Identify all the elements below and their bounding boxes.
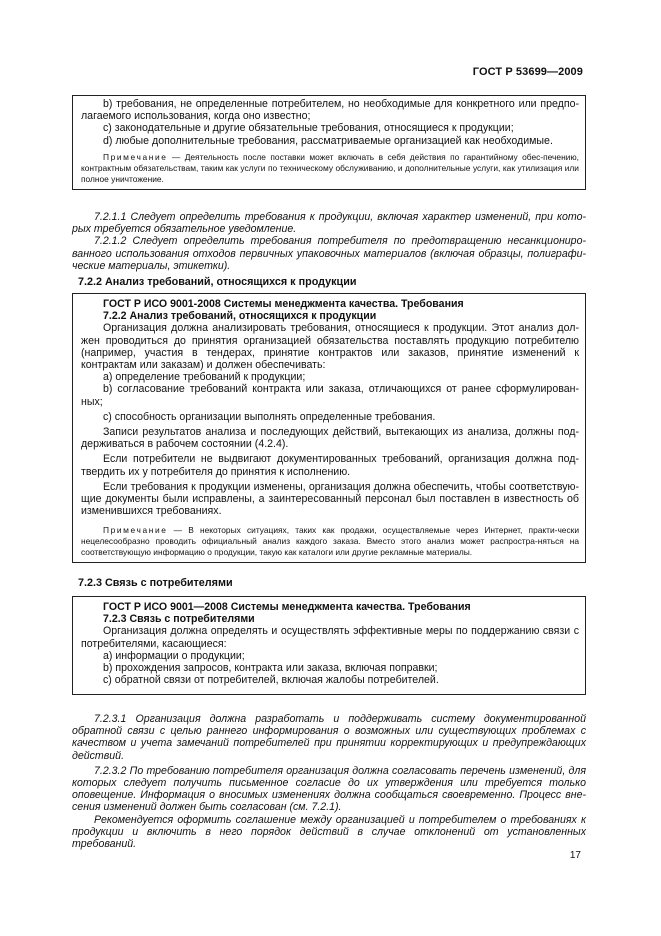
changes-paragraph: Если требования к продукции изменены, организация должна обеспечить, чтобы соответствую-щие документы были исправлены, а заинтересованный персонал был поставлен в известность об изменившихся требованиях.: [81, 480, 579, 518]
intro-paragraph: Организация должна анализировать требования, относящиеся к продукции. Этот анализ дол-жен проводиться до принятия организацией обязательства поставлять продукцию потребителю (например, участия в тендерах, принятие контрактов или заказов, принятие изменений к контрактам или заказам) и должен обеспечивать:: [81, 322, 579, 372]
standard-title: ГОСТ Р ИСО 9001—2008 Системы менеджмента качества. Требования: [103, 601, 471, 613]
intro-paragraph: Организация должна определять и осуществлять эффективные меры по поддержанию связи с потребителями, касающиеся:: [81, 625, 579, 650]
clause-7231-7232: [72, 713, 586, 850]
list-item: a) информации о продукции;: [103, 649, 245, 662]
recommendation: Рекомендуется оформить соглашение между организацией и потребителем о требованиях к продукции и включить в него порядок действий в случае отклонений от установленных требований.: [72, 813, 586, 851]
list-item: d) любые дополнительные требования, рассматриваемые организацией как необходимые.: [103, 134, 553, 147]
records-paragraph: Записи результатов анализа и последующих действий, вытекающих из анализа, должны под-держиваться в рабочем состоянии (4.2.4).: [81, 426, 579, 451]
note: [81, 525, 579, 558]
list-item: b) требования, не определенные потребителем, но необходимые для конкретного или предпо-лагаемого использования, когда оно известно;: [81, 98, 579, 123]
note-label: Примечание: [103, 151, 168, 162]
section-title-723: 7.2.3 Связь с потребителями: [78, 577, 233, 589]
section-title-722: 7.2.2 Анализ требований, относящихся к продукции: [78, 276, 357, 288]
clause-7231: 7.2.3.1 Организация должна разработать и поддерживать систему документированной обратной связи с целью раннего информирования о возможных или существующих проблемах с качеством и учета замечаний потребителей при принятии корректирующих и предупреждающих действий.: [72, 713, 586, 762]
list-item: c) законодательные и другие обязательные требования, относящиеся к продукции;: [103, 122, 514, 135]
note-text: — В некоторых ситуациях, таких как продажи, осуществляемые через Интернет, практи-чески нецелесообразно проводить официальный анализ каждого заказа. Вместо этого анализ может распростра-няться на соответствующую информацию о продукции, такую как каталоги или другие рекламные материалы.: [81, 525, 579, 558]
standard-title: ГОСТ Р ИСО 9001-2008 Системы менеджмента качества. Требования: [103, 298, 464, 310]
quote-box-requirements: [72, 95, 586, 190]
clause-title: 7.2.2 Анализ требований, относящихся к продукции: [103, 310, 377, 323]
clause-7211-7212: [72, 211, 586, 272]
list-item: c) способность организации выполнять определенные требования.: [103, 410, 436, 423]
list-item: a) определение требований к продукции;: [103, 371, 306, 384]
note-text: — Деятельность после поставки может включать в себя действия по гарантийному обес-печению, контрактным обязательствам, таким как услуги по техническому обслуживанию, и дополнительные услуги, как утилизация или полное уничтожение.: [81, 151, 579, 184]
note-label: Примечание: [103, 525, 168, 536]
clause-7232: 7.2.3.2 По требованию потребителя организация должна согласовать перечень изменений, для которых следует получить письменное согласие до их утверждения или требуется только оповещение. Информация о вносимых изменениях должна сообщаться своевременно. Процесс вне-сения изменений должен быть согласован (см. 7.2.1).: [72, 764, 586, 814]
clause-7212: 7.2.1.2 Следует определить требования потребителя по предотвращению несанкционирo-ванного использования отходов первичных упаковочных материалов (включая образцы, полиграфи-ческие материалы, этикетки).: [72, 235, 586, 272]
page-number: 17: [569, 850, 581, 861]
list-item: b) согласование требований контракта или заказа, отличающихся от ранее сформулирован-ных;: [81, 383, 579, 408]
list-item: c) обратной связи от потребителей, включая жалобы потребителей.: [103, 674, 439, 687]
quote-box-722: [72, 293, 586, 563]
list-item: b) прохождения запросов, контракта или заказа, включая поправки;: [103, 662, 438, 675]
clause-title: 7.2.3 Связь с потребителями: [103, 613, 255, 626]
clause-7211: 7.2.1.1 Следует определить требования к продукции, включая характер изменений, при кото-рых требуется обязательное уведомление.: [72, 211, 586, 236]
quote-box-723: [72, 596, 586, 695]
note: [81, 152, 579, 185]
document-id: ГОСТ Р 53699—2009: [472, 66, 583, 78]
confirm-paragraph: Если потребители не выдвигают документированных требований, организация должна под-твердить их у потребителя до принятия к исполнению.: [81, 453, 579, 478]
